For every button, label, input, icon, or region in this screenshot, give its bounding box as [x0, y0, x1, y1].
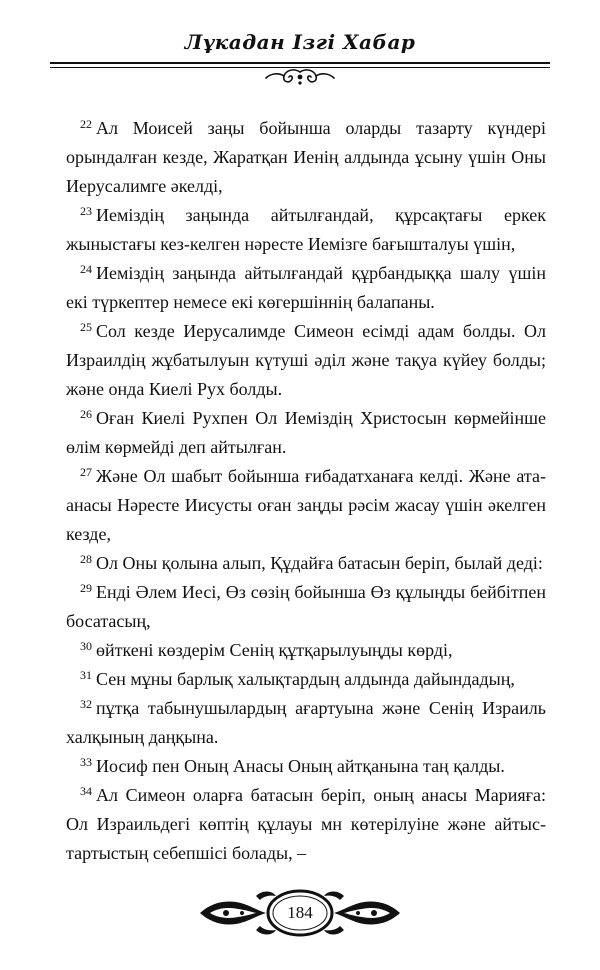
verse [66, 201, 546, 259]
verse [66, 578, 546, 636]
verse-number: 34 [80, 784, 92, 798]
verse [66, 781, 546, 868]
verse [66, 317, 546, 404]
header-ornament-icon [260, 66, 340, 88]
running-header-title: Лұкадан Ізгі Хабар [184, 30, 416, 54]
verse [66, 752, 546, 781]
verse [66, 259, 546, 317]
verse-number: 28 [80, 552, 92, 566]
verse-text: өйткені көздерім Сенің құтқарылуыңды көрді, [96, 640, 453, 660]
verse-text: Иеміздің заңында айтылғандай, құрсақтағы еркек жыныстағы кез-келген нәресте Иемізге бағышталуы үшін, [66, 205, 546, 254]
verse-text: пұтқа табынушылардың ағартуына және Сенің Израиль халқының даңқына. [66, 698, 546, 747]
verse-text: Иеміздің заңында айтылғандай құрбандыққа шалу үшін екі түркептер немесе екі көгершіннің балапаны. [66, 263, 546, 312]
verse [66, 404, 546, 462]
verse-number: 31 [80, 668, 92, 682]
verse-text-block [66, 114, 546, 868]
verse-number: 26 [80, 407, 92, 421]
verse-text: Ал Симеон оларға батасын беріп, оның анасы Марияға: Ол Израильдегі көптің құлауы мн көтерілуіне және айтыс-тартыстың себепшісі болады, – [66, 785, 546, 863]
verse-number: 32 [80, 697, 92, 711]
verse-text: Иосиф пен Оның Анасы Оның айтқанына таң қалды. [96, 756, 505, 776]
header-rule-thick [50, 62, 550, 64]
verse-number: 25 [80, 320, 92, 334]
verse-text: Ал Моисей заңы бойынша оларды тазарту күндері орындалған кезде, Жаратқан Иенің алдында ұсыну үшін Оны Иерусалимге әкелді, [66, 118, 546, 196]
verse-number: 29 [80, 581, 92, 595]
verse [66, 114, 546, 201]
verse-text: Оған Киелі Рухпен Ол Иеміздің Христосын көрмейінше өлім көрмейді деп айтылған. [66, 408, 546, 457]
verse [66, 462, 546, 549]
verse-text: Енді Әлем Иесі, Өз сөзің бойынша Өз құлыңды бейбітпен босатасың, [66, 582, 546, 631]
verse [66, 665, 546, 694]
verse [66, 636, 546, 665]
verse-number: 23 [80, 204, 92, 218]
verse-number: 30 [80, 639, 92, 653]
verse-text: Ол Оны қолына алып, Құдайға батасын беріп, былай деді: [96, 553, 543, 573]
verse-number: 27 [80, 465, 92, 479]
page-number: 184 [287, 903, 313, 922]
verse-text: Және Ол шабыт бойынша ғибадатханаға келді. Және ата-анасы Нәресте Иисусты оған заңды рәсім жасау үшін әкелген кезде, [66, 466, 546, 544]
verse [66, 694, 546, 752]
verse-number: 33 [80, 755, 92, 769]
verse [66, 549, 546, 578]
verse-number: 24 [80, 262, 92, 276]
verse-text: Сол кезде Иерусалимде Симеон есімді адам болды. Ол Израилдің жұбатылуын күтуші әділ және тақуа күйеу болды; және онда Киелі Рух болды. [66, 321, 546, 399]
verse-text: Сен мұны барлық халықтардың алдында дайындадың, [96, 669, 515, 689]
verse-number: 22 [80, 117, 92, 131]
